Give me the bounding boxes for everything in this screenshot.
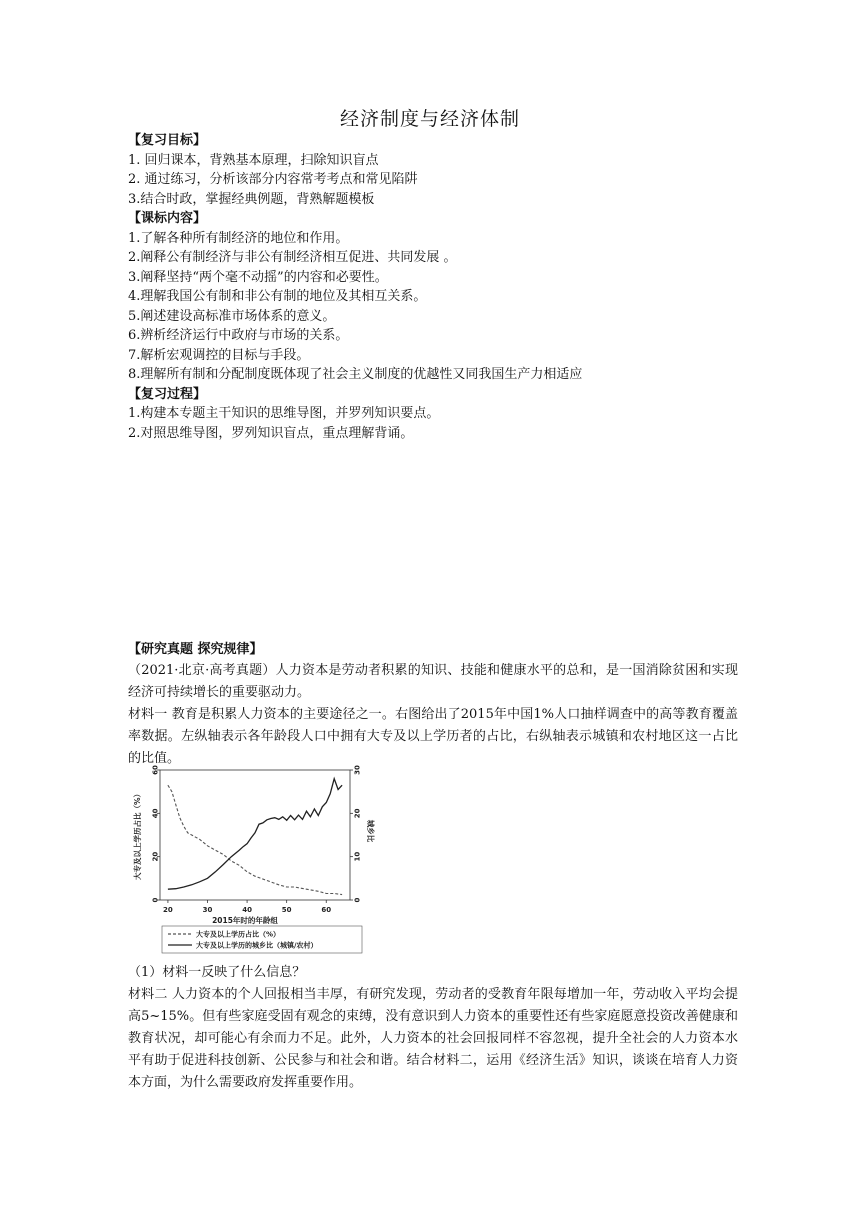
list-item: 7.解析宏观调控的目标与手段。 <box>128 347 310 363</box>
y-left-tick-label: 60 <box>151 765 160 775</box>
chart-svg <box>128 760 375 956</box>
list-item: 3.结合时政，掌握经典例题，背熟解题模板 <box>128 191 375 207</box>
list-item: 2. 通过练习，分析该部分内容常考考点和常见陷阱 <box>128 172 418 187</box>
y-right-tick-label: 30 <box>353 765 362 775</box>
y-left-tick-label: 0 <box>151 897 160 903</box>
y-right-tick-label: 20 <box>353 808 362 819</box>
x-tick-label: 20 <box>163 906 173 914</box>
section-questions <box>128 962 738 1094</box>
series-line-ratio <box>168 779 342 890</box>
list-item: 5.阐述建设高标准市场体系的意义。 <box>128 308 336 324</box>
x-tick-label: 50 <box>281 906 292 914</box>
y-left-tick-label: 20 <box>151 851 160 862</box>
y-right-tick-label: 10 <box>353 851 362 862</box>
document-title: 经济制度与经济体制 <box>339 108 520 130</box>
x-tick-label: 30 <box>202 906 213 914</box>
y-right-axis-label: 城乡比 <box>366 819 375 843</box>
material-one: 材料一 教育是积累人力资本的主要途径之一。右图给出了2015年中国1%人口抽样调查中的高等教育覆盖率数据。左纵轴表示各年龄段人口中拥有大专及以上学历者的占比，右纵轴表示城镇和农村地区这一占比的比值。 <box>128 706 738 766</box>
list-item: 6.辨析经济运行中政府与市场的关系。 <box>128 328 349 343</box>
education-chart <box>128 760 375 956</box>
section-review-goals <box>128 131 738 443</box>
series-line-share <box>168 785 342 894</box>
question-intro: （2021·北京·高考真题）人力资本是劳动者积累的知识、技能和健康水平的总和，是一国消除贫困和实现经济可持续增长的重要驱动力。 <box>128 662 738 700</box>
list-item: 8.理解所有制和分配制度既体现了社会主义制度的优越性又同我国生产力相适应 <box>128 367 583 382</box>
section-heading: 【复习目标】 <box>128 133 207 148</box>
list-item: 4.理解我国公有制和非公有制的地位及其相互关系。 <box>128 289 427 304</box>
y-left-axis-label: 大专及以上学历占比（%） <box>133 789 142 881</box>
legend-label: 大专及以上学历占比（%） <box>196 930 281 939</box>
material-two: 材料二 人力资本的个人回报相当丰厚，有研究发现，劳动者的受教育年限每增加一年，劳动收入平均会提高5~15%。但有些家庭受固有观念的束缚，没有意识到人力资本的重要性还有些家庭愿意投资改善健康和教育状况，却可能心有余而力不足。此外，人力资本的社会回报同样不容忽视，提升全社会的人力资本水平有助于促进科技创新、公民参与和社会和谐。结合材料二，运用《经济生活》知识，谈谈在培育人力资本方面，为什么需要政府发挥重要作用。 <box>128 987 738 1090</box>
y-right-tick-label: 0 <box>353 897 362 903</box>
list-item: 3.阐释坚持“两个毫不动摇”的内容和必要性。 <box>128 269 388 285</box>
list-item: 1.构建本专题主干知识的思维导图，并罗列知识要点。 <box>128 406 440 421</box>
list-item: 2.阐释公有制经济与非公有制经济相互促进、共同发展 。 <box>128 250 457 265</box>
question-one: （1）材料一反映了什么信息？ <box>128 965 306 980</box>
legend-label: 大专及以上学历的城乡比（城镇/农村） <box>196 941 318 950</box>
x-tick-label: 60 <box>321 906 332 914</box>
list-item: 2.对照思维导图，罗列知识盲点，重点理解背诵。 <box>128 425 414 441</box>
section-heading: 【复习过程】 <box>128 386 207 402</box>
plot-frame <box>160 770 350 900</box>
section-heading: 【课标内容】 <box>128 211 207 226</box>
list-item: 1. 回归课本，背熟基本原理，扫除知识盲点 <box>128 152 379 168</box>
section-heading: 【研究真题 探究规律】 <box>128 642 263 657</box>
section-research <box>128 640 738 770</box>
y-left-tick-label: 40 <box>151 808 160 819</box>
list-item: 1.了解各种所有制经济的地位和作用。 <box>128 230 349 246</box>
x-axis-label: 2015年时的年龄组 <box>212 916 278 925</box>
x-tick-label: 40 <box>242 906 252 914</box>
